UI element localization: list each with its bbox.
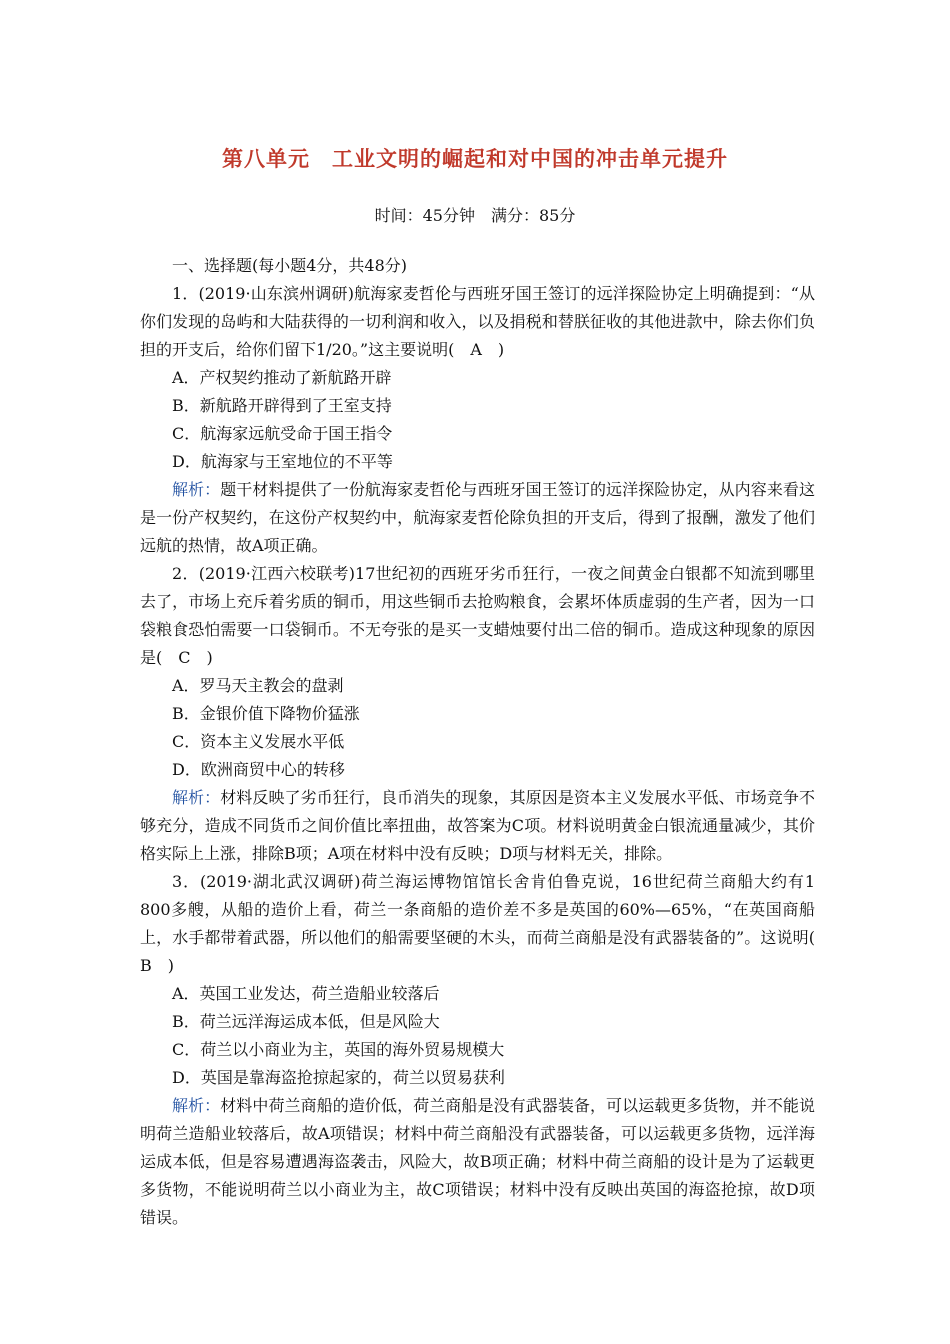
document-body <box>140 252 832 1232</box>
page-title: 第八单元 工业文明的崛起和对中国的冲击单元提升 <box>222 146 728 171</box>
option-b: B．金银价值下降物价猛涨 <box>172 704 360 723</box>
option-b: B．新航路开辟得到了王室支持 <box>172 396 392 415</box>
option-b: B．荷兰远洋海运成本低，但是风险大 <box>172 1012 440 1031</box>
analysis <box>140 1092 815 1232</box>
analysis-label: 解析： <box>172 1096 221 1115</box>
option-a: A．产权契约推动了新航路开辟 <box>172 368 392 387</box>
analysis <box>140 476 815 560</box>
analysis-text: 题干材料提供了一份航海家麦哲伦与西班牙国王签订的远洋探险协定，从内容来看这是一份产权契约，在这份产权契约中，航海家麦哲伦除负担的开支后，得到了报酬，激发了他们远航的热情，故A项正确。 <box>140 480 815 555</box>
section-heading: 一、选择题(每小题4分，共48分) <box>172 256 408 275</box>
analysis <box>140 784 815 868</box>
option-d: D．英国是靠海盗抢掠起家的，荷兰以贸易获利 <box>172 1068 505 1087</box>
option-d: D．航海家与王室地位的不平等 <box>172 452 393 471</box>
question-stem: 1．(2019·山东滨州调研)航海家麦哲伦与西班牙国王签订的远洋探险协定上明确提到：“从你们发现的岛屿和大陆获得的一切利润和收入，以及捐税和替朕征收的其他进款中，除去你们负担的开支后，给你们留下1/20。”这主要说明( A ) <box>140 284 815 359</box>
option-a: A．罗马天主教会的盘剥 <box>172 676 344 695</box>
option-c: C．荷兰以小商业为主，英国的海外贸易规模大 <box>172 1040 505 1059</box>
option-c: C．资本主义发展水平低 <box>172 732 345 751</box>
question-stem: 3．(2019·湖北武汉调研)荷兰海运博物馆馆长舍肯伯鲁克说，16世纪荷兰商船大约有1 800多艘，从船的造价上看，荷兰一条商船的造价差不多是英国的60%—65%，“在英国商船上，水手都带着武器，所以他们的船需要坚硬的木头，而荷兰商船是没有武器装备的”。这说明( B ) <box>140 872 832 975</box>
analysis-label: 解析： <box>172 480 221 499</box>
option-a: A．英国工业发达，荷兰造船业较落后 <box>172 984 440 1003</box>
question-stem: 2．(2019·江西六校联考)17世纪初的西班牙劣币狂行，一夜之间黄金白银都不知流到哪里去了，市场上充斥着劣质的铜币，用这些铜币去抢购粮食，会累坏体质虚弱的生产者，因为一口袋粮食恐怕需要一口袋铜币。不无夸张的是买一支蜡烛要付出二倍的铜币。造成这种现象的原因是( C ) <box>140 564 815 667</box>
analysis-text: 材料中荷兰商船的造价低，荷兰商船是没有武器装备，可以运载更多货物，并不能说明荷兰造船业较落后，故A项错误；材料中荷兰商船没有武器装备，可以运载更多货物，远洋海运成本低，但是容易遭遇海盗袭击，风险大，故B项正确；材料中荷兰商船的设计是为了运载更多货物，不能说明荷兰以小商业为主，故C项错误；材料中没有反映出英国的海盗抢掠，故D项错误。 <box>140 1096 815 1227</box>
question-1 <box>140 280 815 560</box>
question-2 <box>140 560 815 868</box>
question-3 <box>140 868 832 1232</box>
analysis-text: 材料反映了劣币狂行，良币消失的现象，其原因是资本主义发展水平低、市场竞争不够充分，造成不同货币之间价值比率扭曲，故答案为C项。材料说明黄金白银流通量减少，其价格实际上上涨，排除B项；A项在材料中没有反映；D项与材料无关，排除。 <box>140 788 815 863</box>
analysis-label: 解析： <box>172 788 221 807</box>
option-c: C．航海家远航受命于国王指令 <box>172 424 393 443</box>
option-d: D．欧洲商贸中心的转移 <box>172 760 345 779</box>
exam-meta: 时间：45分钟 满分：85分 <box>374 206 576 225</box>
